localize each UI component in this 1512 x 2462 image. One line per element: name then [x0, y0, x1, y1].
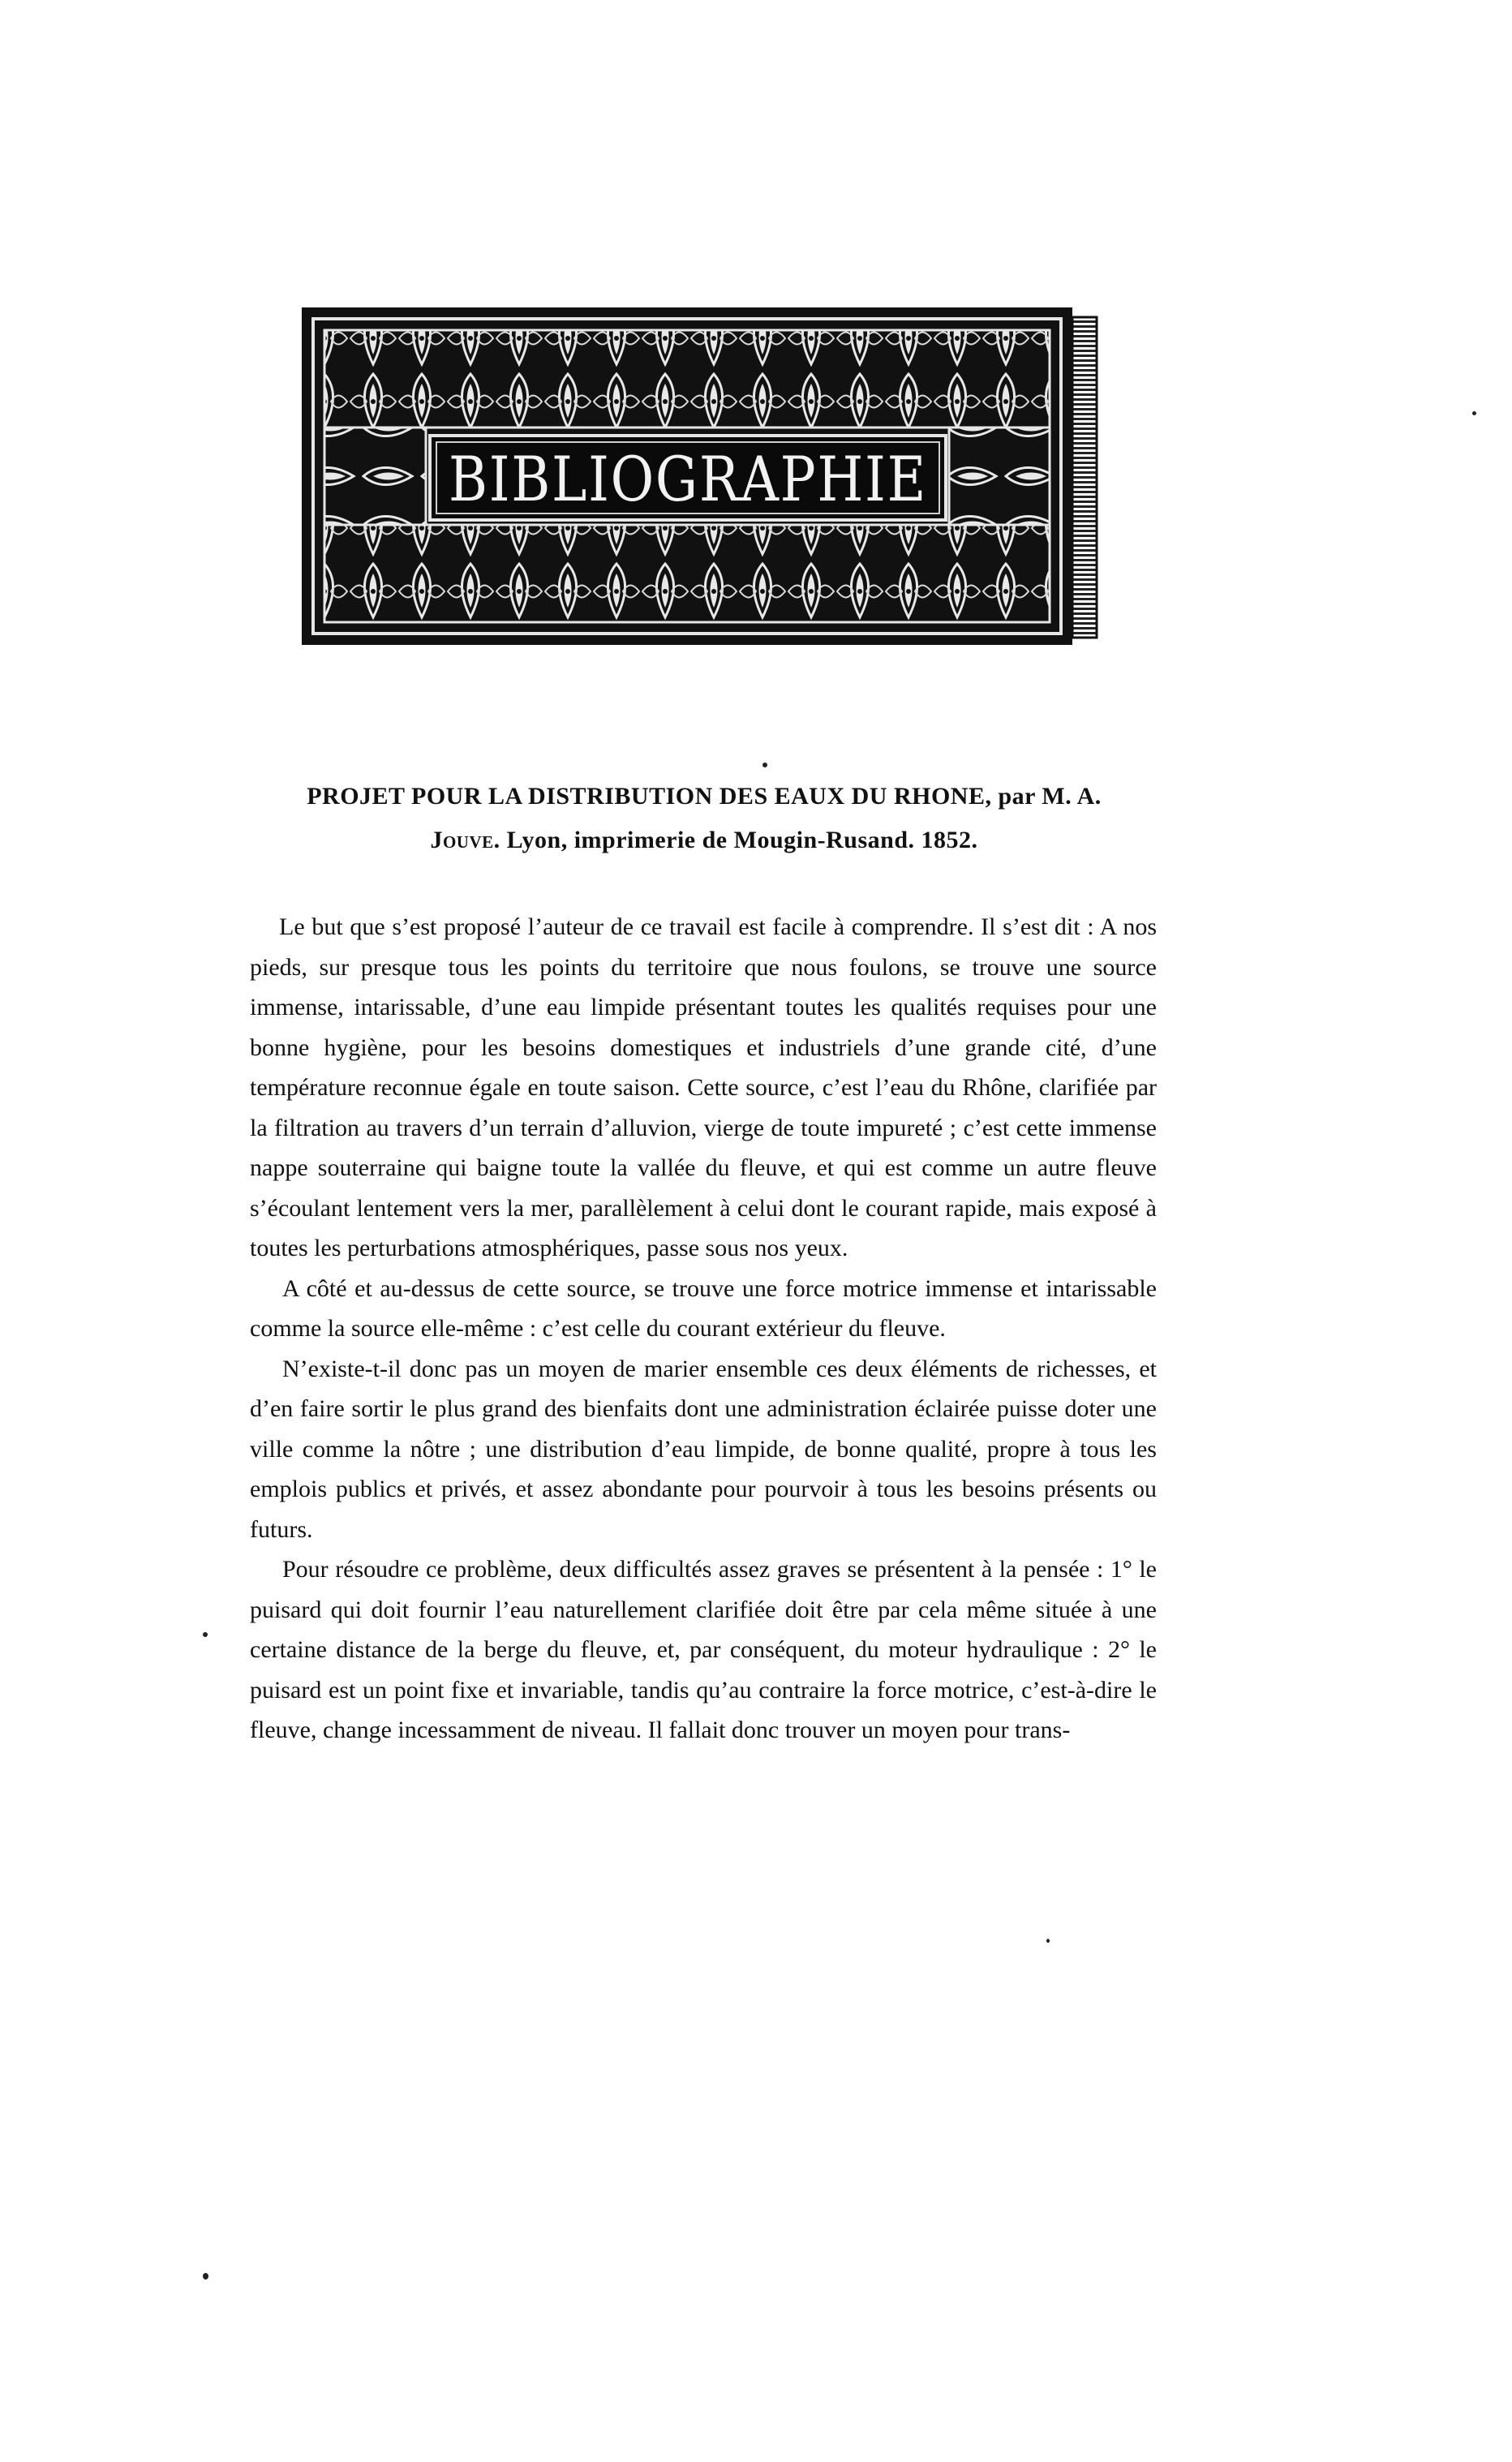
scan-speck	[203, 1632, 208, 1637]
article-body	[250, 907, 1157, 1751]
paragraph: Pour résoudre ce problème, deux difficultés assez graves se présentent à la pensée : 1° le puisard qui doit fournir l’eau naturellement clarifiée doit être par cela même située à une certaine distance de la berge du fleuve, et, par conséquent, du moteur hydraulique : 2° le puisard est un point fixe et invariable, tandis qu’au contraire la force motrice, c’est-à-dire le fleuve, change incessamment de niveau. Il fallait donc trouver un moyen pour trans-	[250, 1556, 1157, 1743]
scan-speck	[203, 2273, 208, 2279]
scan-speck	[1046, 1939, 1050, 1943]
banner-title: BIBLIOGRAPHIE	[449, 443, 927, 515]
article-heading	[250, 775, 1158, 862]
article-title: PROJET POUR LA DISTRIBUTION DES EAUX DU RHONE, par M. A.	[307, 783, 1102, 810]
imprint-text: . Lyon, imprimerie de Mougin-Rusand. 1852.	[493, 827, 978, 853]
scan-speck	[1472, 411, 1476, 415]
paragraph: Le but que s’est proposé l’auteur de ce travail est facile à comprendre. Il s’est dit : A nos pieds, sur presque tous les points du territoire que nous foulons, se trouve une source immense, intarissable, d’une eau limpide présentant toutes les qualités requises pour une bonne hygiène, pour les besoins domestiques et industriels d’une grande cité, d’une température reconnue égale en toute saison. Cette source, c’est l’eau du Rhône, clarifiée par la filtration au travers d’un terrain d’alluvion, vierge de toute impureté ; c’est cette immense nappe souterraine qui baigne toute la vallée du fleuve, et qui est comme un autre fleuve s’écoulant lentement vers la mer, parallèlement à celui dont le courant rapide, mais exposé à toutes les perturbations atmosphériques, passe sous nos yeux.	[250, 913, 1157, 1261]
author-surname: Jouve	[430, 827, 494, 853]
paragraph: A côté et au-dessus de cette source, se trouve une force motrice immense et intarissable comme la source elle-même : c’est celle du courant extérieur du fleuve.	[250, 1274, 1157, 1342]
ornamental-frame	[300, 306, 1111, 647]
bibliographie-banner	[300, 306, 1111, 647]
article-imprint-line	[250, 819, 1158, 862]
scan-speck	[762, 763, 767, 767]
paragraph: N’existe-t-il donc pas un moyen de marier ensemble ces deux éléments de richesses, et d’en faire sortir le plus grand des bienfaits dont une administration éclairée puisse doter une ville comme la nôtre ; une distribution d’eau limpide, de bonne qualité, propre à tous les emplois publics et privés, et assez abondante pour pourvoir à tous les besoins présents ou futurs.	[250, 1355, 1157, 1543]
